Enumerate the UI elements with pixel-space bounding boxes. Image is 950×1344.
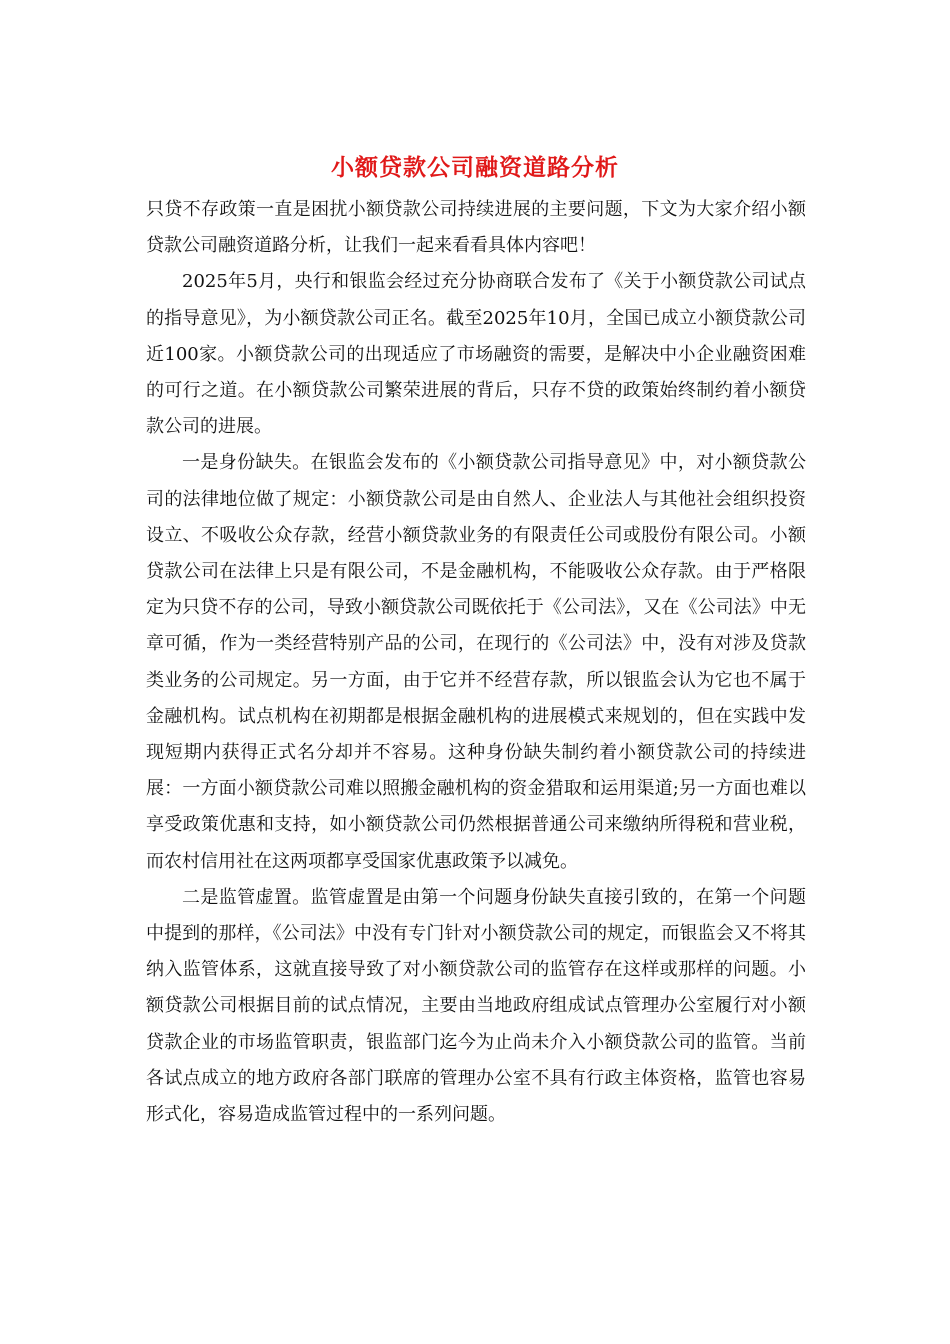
document-title: 小额贷款公司融资道路分析: [331, 154, 619, 181]
paragraph-regulation-gap: 二是监管虚置。监管虚置是由第一个问题身份缺失直接引致的，在第一个问题中提到的那样，《公司法》中没有专门针对小额贷款公司的规定，而银监会又不将其纳入监管体系，这就直接导致了对小额贷款公司的监管存在这样或那样的问题。小额贷款公司根据目前的试点情况，主要由当地政府组成试点管理办公室履行对小额贷款企业的市场监管职责，银监部门迄今为止尚未介入小额贷款公司的监管。当前各试点成立的地方政府各部门联席的管理办公室不具有行政主体资格，监管也容易形式化，容易造成监管过程中的一系列问题。: [146, 886, 806, 1126]
paragraph-identity-gap: 一是身份缺失。在银监会发布的《小额贷款公司指导意见》中，对小额贷款公司的法律地位做了规定：小额贷款公司是由自然人、企业法人与其他社会组织投资设立、不吸收公众存款，经营小额贷款业务的有限责任公司或股份有限公司。小额贷款公司在法律上只是有限公司，不是金融机构，不能吸收公众存款。由于严格限定为只贷不存的公司，导致小额贷款公司既依托于《公司法》，又在《公司法》中无章可循，作为一类经营特别产品的公司，在现行的《公司法》中，没有对涉及贷款类业务的公司规定。另一方面，由于它并不经营存款，所以银监会认为它也不属于金融机构。试点机构在初期都是根据金融机构的进展模式来规划的，但在实践中发现短期内获得正式名分却并不容易。这种身份缺失制约着小额贷款公司的持续进展：一方面小额贷款公司难以照搬金融机构的资金猎取和运用渠道;另一方面也难以享受政策优惠和支持，如小额贷款公司仍然根据普通公司来缴纳所得税和营业税，而农村信用社在这两项都享受国家优惠政策予以减免。: [146, 452, 806, 872]
paragraph-background: 2025年5月，央行和银监会经过充分协商联合发布了《关于小额贷款公司试点的指导意见》，为小额贷款公司正名。截至2025年10月，全国已成立小额贷款公司近100家。小额贷款公司的出现适应了市场融资的需要，是解决中小企业融资困难的可行之道。在小额贷款公司繁荣进展的背后，只存不贷的政策始终制约着小额贷款公司的进展。: [146, 271, 806, 438]
document-body: [146, 192, 806, 1133]
paragraph-intro: 只贷不存政策一直是困扰小额贷款公司持续进展的主要问题，下文为大家介绍小额贷款公司融资道路分析，让我们一起来看看具体内容吧！: [146, 199, 806, 257]
